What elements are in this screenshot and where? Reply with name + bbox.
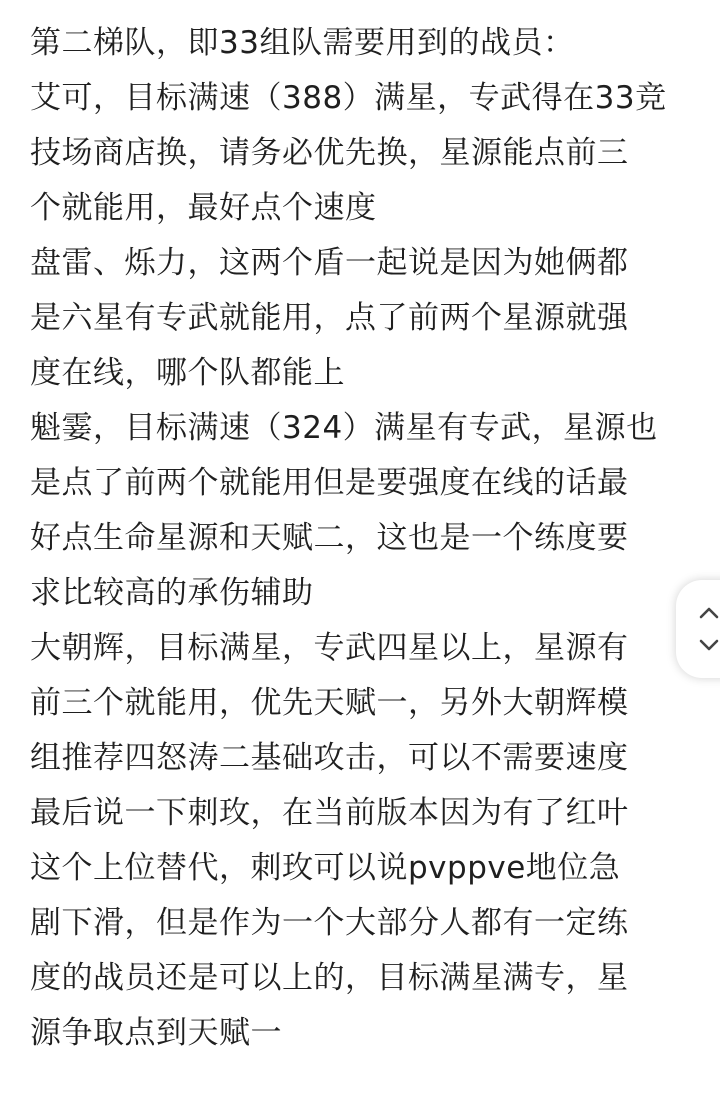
text-line: 好点生命星源和天赋二，这也是一个练度要 [30, 520, 629, 556]
text-line: 是点了前两个就能用但是要强度在线的话最 [30, 465, 629, 501]
text-line: 个就能用，最好点个速度 [30, 190, 377, 226]
text-line: 度的战员还是可以上的，目标满星满专，星 [30, 960, 629, 996]
chevron-down-icon[interactable] [696, 632, 720, 658]
text-line: 第二梯队，即33组队需要用到的战员： [30, 25, 575, 61]
text-line: 这个上位替代，刺玫可以说pvppve地位急 [30, 850, 621, 886]
text-line: 艾可，目标满速（388）满星，专武得在33竞 [30, 80, 667, 116]
text-line: 求比较高的承伤辅助 [30, 575, 314, 611]
text-line: 剧下滑，但是作为一个大部分人都有一定练 [30, 905, 629, 941]
scroll-widget [676, 580, 720, 678]
text-line: 度在线，哪个队都能上 [30, 355, 345, 391]
text-line: 是六星有专武就能用，点了前两个星源就强 [30, 300, 629, 336]
text-line: 最后说一下刺玫，在当前版本因为有了红叶 [30, 795, 629, 831]
chevron-up-icon[interactable] [696, 600, 720, 626]
text-line: 盘雷、烁力，这两个盾一起说是因为她俩都 [30, 245, 629, 281]
text-line: 魁霎，目标满速（324）满星有专武，星源也 [30, 410, 658, 446]
text-line: 组推荐四怒涛二基础攻击，可以不需要速度 [30, 740, 629, 776]
article-text [30, 16, 690, 1061]
text-line: 技场商店换，请务必优先换，星源能点前三 [30, 135, 629, 171]
text-line: 大朝辉，目标满星，专武四星以上，星源有 [30, 630, 629, 666]
text-line: 前三个就能用，优先天赋一，另外大朝辉模 [30, 685, 629, 721]
text-line: 源争取点到天赋一 [30, 1015, 282, 1051]
